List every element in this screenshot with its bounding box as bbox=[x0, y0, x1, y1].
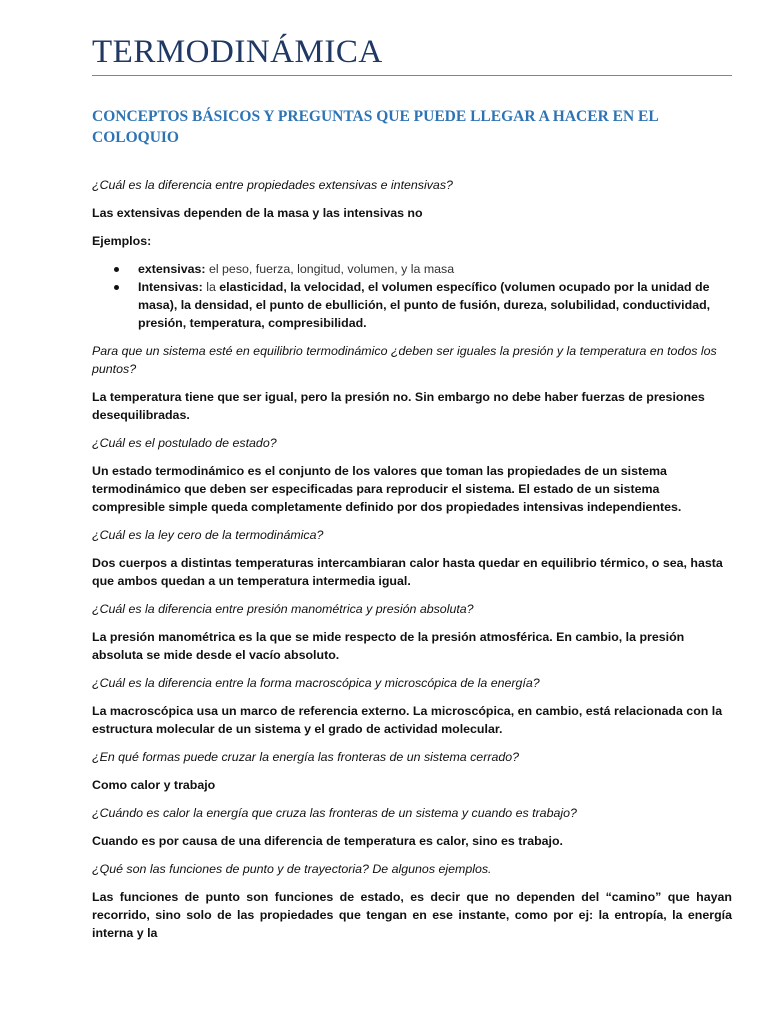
question-6: ¿Cuál es la diferencia entre la forma macroscópica y microscópica de la energía? bbox=[92, 676, 540, 690]
example-text: el peso, fuerza, longitud, volumen, y la masa bbox=[208, 262, 455, 276]
bullet-icon bbox=[114, 285, 119, 290]
answer-2: La temperatura tiene que ser igual, pero la presión no. Sin embargo no debe haber fuerzas de presiones desequilibradas. bbox=[92, 390, 705, 422]
question-5: ¿Cuál es la diferencia entre presión manométrica y presión absoluta? bbox=[92, 602, 474, 616]
example-label: extensivas: bbox=[138, 262, 209, 276]
example-text-prefix: la bbox=[206, 280, 220, 294]
question-9: ¿Qué son las funciones de punto y de trayectoria? De algunos ejemplos. bbox=[92, 862, 492, 876]
examples-label: Ejemplos: bbox=[92, 234, 152, 248]
question-8: ¿Cuándo es calor la energía que cruza las fronteras de un sistema y cuando es trabajo? bbox=[92, 806, 577, 820]
question-3: ¿Cuál es el postulado de estado? bbox=[92, 436, 277, 450]
answer-9: Las funciones de punto son funciones de estado, es decir que no dependen del “camino” que hayan recorrido, sino solo de las propiedades que tengan en ese instante, como por ej: la entropía, la energía interna y la bbox=[92, 890, 732, 940]
example-label: Intensivas: bbox=[138, 280, 207, 294]
question-2: Para que un sistema esté en equilibrio termodinámico ¿deben ser iguales la presión y la temperatura en todos los puntos? bbox=[92, 344, 717, 376]
answer-1: Las extensivas dependen de la masa y las intensivas no bbox=[92, 206, 423, 220]
document-body bbox=[92, 176, 732, 952]
bullet-icon bbox=[114, 267, 119, 272]
answer-8: Cuando es por causa de una diferencia de temperatura es calor, sino es trabajo. bbox=[92, 834, 564, 848]
document-subtitle: CONCEPTOS BÁSICOS Y PREGUNTAS QUE PUEDE LLEGAR A HACER EN EL COLOQUIO bbox=[92, 108, 658, 146]
question-4: ¿Cuál es la ley cero de la termodinámica? bbox=[92, 528, 324, 542]
example-text: elasticidad, la velocidad, el volumen específico (volumen ocupado por la unidad de masa), la densidad, el punto de ebullición, el punto de fusión, dureza, solubilidad, conductividad, presión, temperatura, compresibilidad. bbox=[138, 280, 711, 330]
list-item bbox=[92, 260, 732, 278]
question-7: ¿En qué formas puede cruzar la energía las fronteras de un sistema cerrado? bbox=[92, 750, 520, 764]
answer-5: La presión manométrica es la que se mide respecto de la presión atmosférica. En cambio, la presión absoluta se mide desde el vacío absoluto. bbox=[92, 630, 685, 662]
examples-list bbox=[92, 260, 732, 332]
document-title: TERMODINÁMICA bbox=[92, 34, 383, 70]
answer-7: Como calor y trabajo bbox=[92, 778, 216, 792]
list-item bbox=[92, 278, 732, 332]
answer-4: Dos cuerpos a distintas temperaturas intercambiaran calor hasta quedar en equilibrio térmico, o sea, hasta que ambos quedan a un temperatura intermedia igual. bbox=[92, 556, 723, 588]
answer-3: Un estado termodinámico es el conjunto de los valores que toman las propiedades de un sistema termodinámico que deben ser especificadas para reproducir el sistema. El estado de un sistema compresible simple queda completamente definido por dos propiedades intensivas independientes. bbox=[92, 464, 682, 514]
title-divider bbox=[92, 75, 732, 76]
question-1: ¿Cuál es la diferencia entre propiedades extensivas e intensivas? bbox=[92, 178, 453, 192]
answer-6: La macroscópica usa un marco de referencia externo. La microscópica, en cambio, está relacionada con la estructura molecular de un sistema y el grado de actividad molecular. bbox=[92, 704, 723, 736]
